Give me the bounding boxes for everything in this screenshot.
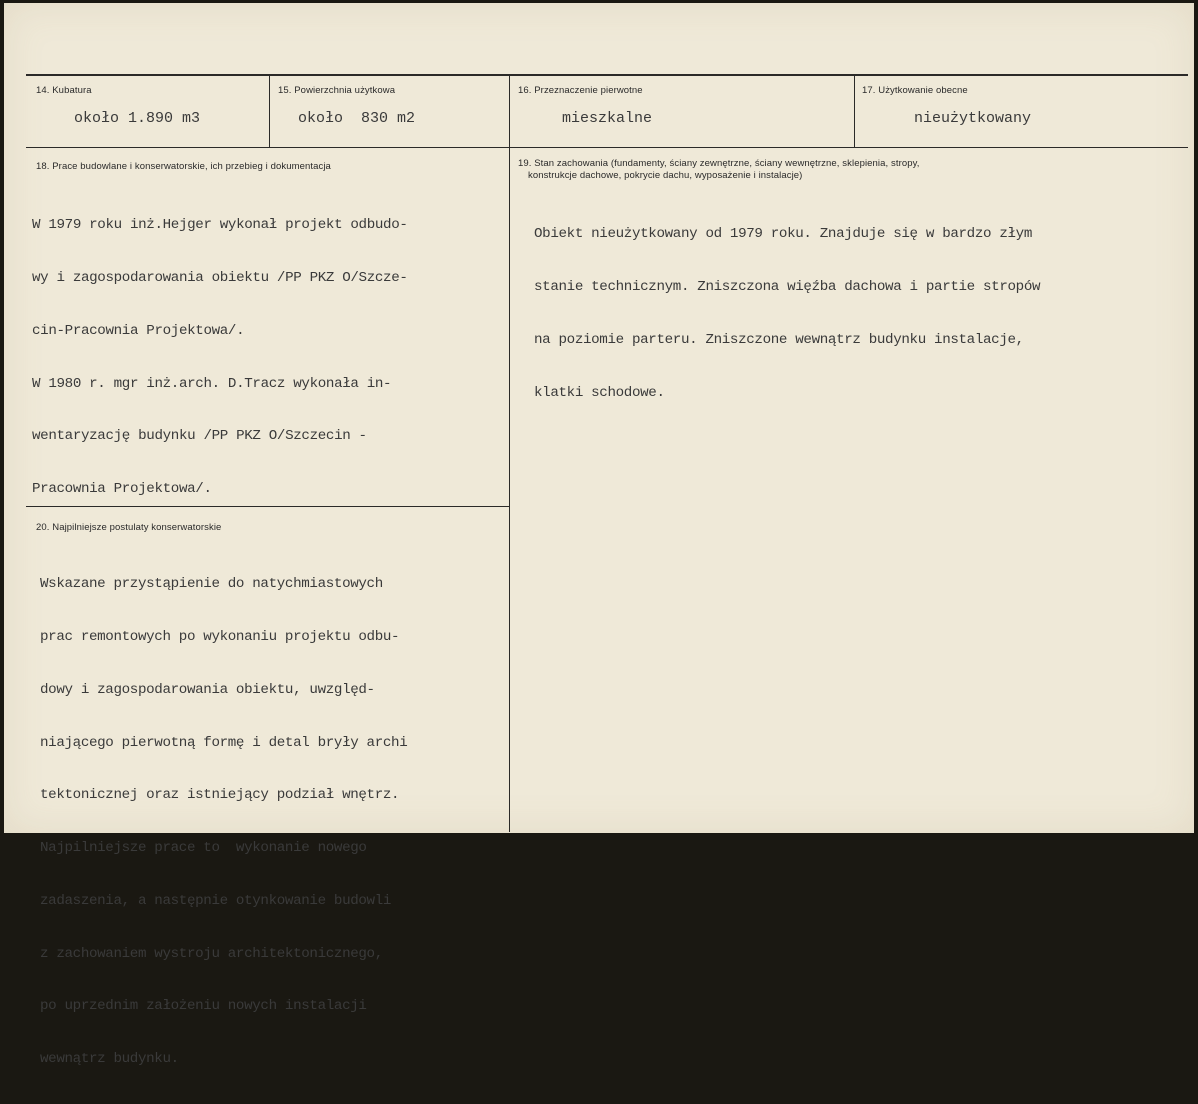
- postulaty-label: 20. Najpilniejsze postulaty konserwatorskie: [36, 522, 222, 533]
- postulaty-text: [40, 541, 407, 1104]
- stan-line: Obiekt nieużytkowany od 1979 roku. Znajduje się w bardzo złym: [534, 226, 1032, 243]
- postulaty-line: z zachowaniem wystroju architektonicznego,: [40, 945, 383, 962]
- postulaty-line: po uprzednim założeniu nowych instalacji: [40, 998, 367, 1015]
- postulaty-line: wewnątrz budynku.: [40, 1051, 179, 1068]
- prace-line: cin-Pracownia Projektowa/.: [32, 322, 245, 339]
- postulaty-line: niającego pierwotną formę i detal bryły archi: [40, 734, 408, 751]
- przeznaczenie-value: mieszkalne: [562, 110, 653, 127]
- przeznaczenie-label: 16. Przeznaczenie pierwotne: [518, 85, 643, 96]
- postulaty-line: tektonicznej oraz istniejący podział wnętrz.: [40, 787, 400, 804]
- stan-line: na poziomie parteru. Zniszczone wewnątrz budynku instalacje,: [534, 331, 1024, 348]
- form-grid: [26, 74, 1188, 1068]
- col-divider-3: [854, 74, 855, 147]
- prace-line: W 1979 roku inż.Hejger wykonał projekt odbudo-: [32, 217, 408, 234]
- prace-line: wy i zagospodarowania obiektu /PP PKZ O/Szcze-: [32, 269, 408, 286]
- prace-line: W 1980 r. mgr inż.arch. D.Tracz wykonała in-: [32, 375, 392, 392]
- postulaty-line: Wskazane przystąpienie do natychmiastowych: [40, 576, 383, 593]
- record-card: [4, 3, 1194, 1068]
- stan-label-cont: konstrukcje dachowe, pokrycie dachu, wyposażenie i instalacje): [528, 170, 803, 181]
- prace-line: wentaryzację budynku /PP PKZ O/Szczecin -: [32, 428, 367, 445]
- stan-line: stanie technicznym. Zniszczona więźba dachowa i partie stropów: [534, 278, 1041, 295]
- stan-label: 19. Stan zachowania (fundamenty, ściany zewnętrzne, ściany wewnętrzne, sklepienia, stropy,: [518, 158, 920, 169]
- stan-text: [534, 191, 1040, 437]
- prace-text: [32, 182, 408, 534]
- kubatura-label: 14. Kubatura: [36, 85, 92, 96]
- stan-line: klatki schodowe.: [534, 384, 665, 401]
- powierzchnia-label: 15. Powierzchnia użytkowa: [278, 85, 396, 96]
- prace-label: 18. Prace budowlane i konserwatorskie, ich przebieg i dokumentacja: [36, 161, 331, 172]
- postulaty-line: Najpilniejsze prace to wykonanie nowego: [40, 840, 367, 857]
- row1-bottom-rule: [26, 147, 1188, 148]
- uzytkowanie-label: 17. Użytkowanie obecne: [862, 85, 968, 96]
- col-divider-2: [509, 74, 510, 832]
- postulaty-line: dowy i zagospodarowania obiektu, uwzględ-: [40, 681, 375, 698]
- top-rule: [26, 74, 1188, 76]
- powierzchnia-value: około 830 m2: [298, 110, 416, 127]
- uzytkowanie-value: nieużytkowany: [914, 110, 1032, 127]
- kubatura-value: około 1.890 m3: [74, 110, 201, 127]
- postulaty-line: zadaszenia, a następnie otynkowanie budowli: [40, 892, 392, 909]
- col-divider-1: [269, 74, 270, 147]
- postulaty-line: prac remontowych po wykonaniu projektu odbu-: [40, 628, 400, 645]
- prace-line: Pracownia Projektowa/.: [32, 481, 212, 498]
